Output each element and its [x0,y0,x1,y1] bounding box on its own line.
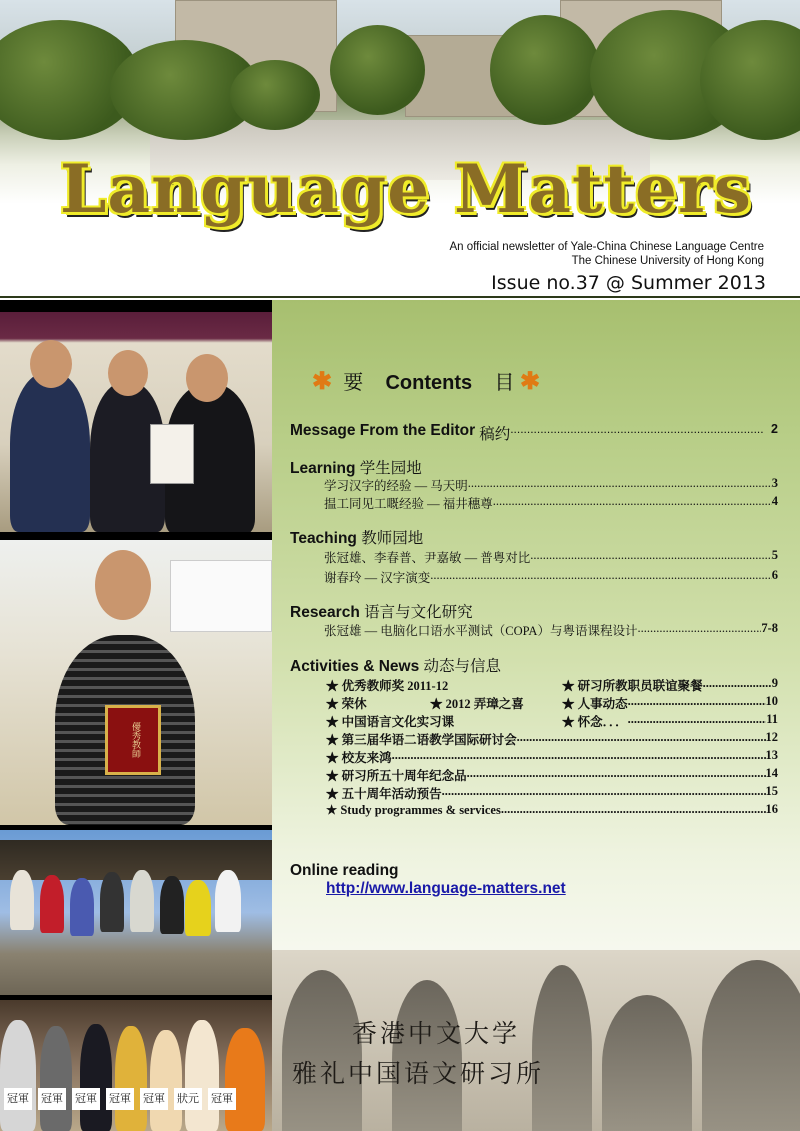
dot-leader [392,748,766,766]
page-number: 4 [771,494,778,508]
table-of-contents [272,300,800,950]
page-number: 3 [771,476,778,490]
page-number: 12 [765,730,778,744]
dot-leader [628,712,767,730]
person-head [186,354,228,402]
placard: 冠軍 [4,1088,32,1110]
item-text: ★ 校友来鸿 [326,751,392,765]
page-number: 10 [765,694,778,708]
landscape-painting [272,950,800,1131]
person [185,880,211,936]
dot-leader [468,476,772,494]
item-text: ★ 研习所五十周年纪念品 [326,769,467,783]
page-number: 11 [766,712,778,726]
award-plaque: 優秀教師 [105,705,161,775]
calligraphy [292,1014,544,1094]
tree [230,60,320,130]
placard: 冠軍 [208,1088,236,1110]
toc-item[interactable] [324,494,778,512]
person [10,372,90,532]
toc-item[interactable] [324,548,778,566]
section-title-en: Activities & News [290,658,420,675]
toc-item[interactable] [326,766,778,784]
notice-board [170,560,272,632]
person [130,870,154,932]
photo-teacher-award [0,540,272,825]
toc-item[interactable] [326,676,546,694]
item-text: 谢春玲 — 汉字演变 [324,571,431,585]
star-icon: ✱ [312,368,333,395]
page-number: 9 [771,676,778,690]
section-title-zh: 教师园地 [361,530,424,547]
person-head [95,550,151,620]
subtitle-line1: An official newsletter of Yale-China Chinese Language Centre [449,241,764,253]
dot-leader [467,766,766,784]
toc-editor[interactable] [290,422,778,444]
mountain [602,995,692,1131]
person [160,876,184,934]
toc-item[interactable] [430,694,550,712]
item-text: ★ 人事动态 [562,697,628,711]
toc-item[interactable] [326,730,778,748]
item-text: ★ 第三届华语二语教学国际研讨会 [326,733,517,747]
subtitle-line2: The Chinese University of Hong Kong [571,255,764,267]
item-text: 张冠雄、李春普、尹嘉敏 — 普粤对比 [324,551,531,565]
dot-leader [530,548,771,566]
item-text: ★ 荣休 [326,697,367,711]
tree [490,15,600,125]
star-icon: ✱ [519,368,541,395]
dot-leader [637,621,761,639]
item-text: ★ 优秀教师奖 2011-12 [326,679,449,693]
certificate [150,424,194,484]
toc-item[interactable] [324,621,778,639]
dot-leader [501,802,766,818]
item-text: ★ 怀念．．． [562,715,628,729]
person-head [108,350,148,396]
person [10,870,34,930]
publisher-info [449,240,764,268]
calligraphy-line2: 雅礼中国语文研习所 [292,1059,545,1088]
person [115,1026,147,1131]
person [100,872,124,932]
section-title-zh: 动态与信息 [423,658,502,675]
toc-item[interactable] [324,568,778,586]
page-number: 6 [771,568,778,582]
page-number: 5 [771,548,778,562]
website-link[interactable]: http://www.language-matters.net [326,880,566,897]
item-text: ★ 五十周年活动预告 [326,787,442,801]
person [0,1020,36,1131]
person [40,875,64,933]
placard: 冠軍 [38,1088,66,1110]
heading-left-char: 要 [343,370,364,394]
page-number: 13 [765,748,778,762]
page-number: 2 [771,422,778,436]
photo-column [0,300,272,1131]
toc-item[interactable] [326,802,778,818]
photo-students-jumping [0,830,272,995]
person-head [30,340,72,388]
newsletter-title: Language Matters [60,150,752,228]
toc-item[interactable] [326,694,416,712]
person [150,1030,182,1131]
dot-leader [510,422,763,444]
placard-row [0,1088,272,1110]
item-text: 张冠雄 — 电脑化口语水平测试（COPA）与粤语课程设计 [324,624,638,638]
heading-right-char: 目 [494,370,515,394]
section-title-zh: 学生园地 [359,460,422,477]
mountain [702,960,800,1131]
masthead [0,0,800,300]
item-text: ★ 2012 弄璋之喜 [430,697,524,711]
tree [330,25,425,115]
dot-leader [430,568,771,586]
placard: 冠軍 [140,1088,168,1110]
toc-item[interactable] [562,676,778,694]
person [215,870,241,932]
item-text: ★ 中国语言文化实习课 [326,715,455,729]
section-research [290,600,473,622]
section-title-en: Research [290,604,360,621]
person [225,1028,265,1131]
heading-contents: Contents [385,372,473,394]
dot-leader [493,494,772,512]
page-number: 15 [765,784,778,798]
person [40,1026,72,1131]
section-learning [290,456,422,478]
calligraphy-line1: 香港中文大学 [352,1019,521,1048]
placard: 冠軍 [72,1088,100,1110]
issue-number: Issue no.37 @ Summer 2013 [491,272,766,294]
toc-item[interactable] [326,784,778,802]
section-title-zh: 语言与文化研究 [364,604,473,621]
page-number: 7-8 [761,621,778,635]
toc-item[interactable] [324,476,778,494]
section-title-zh: 稿约 [479,426,511,443]
item-text: ★ 研习所教职员联谊聚餐 [562,679,703,693]
dot-leader [442,784,766,802]
dot-leader [517,730,766,748]
item-text: ★ Study programmes & services [326,803,501,817]
dot-leader [628,694,766,712]
section-title-en: Learning [290,460,356,477]
online-reading-label: Online reading [290,862,399,879]
section-title-en: Teaching [290,530,357,547]
toc-item[interactable] [326,748,778,766]
section-teaching [290,526,423,548]
toc-item[interactable] [562,694,778,712]
dot-leader [703,676,772,694]
toc-item[interactable] [326,712,546,730]
person [80,1024,112,1131]
person [70,878,94,936]
toc-item[interactable] [562,712,778,730]
item-text: 揾工同见工嘅经验 — 福井穗尊 [324,497,493,511]
page-number: 16 [765,802,778,816]
person [185,1020,219,1131]
placard: 狀元 [174,1088,202,1110]
photo-award-ceremony [0,312,272,532]
placard: 冠軍 [106,1088,134,1110]
item-text: 学习汉字的经验 — 马天明 [324,479,468,493]
section-activities [290,654,501,676]
photo-group-placards [0,1000,272,1131]
header-divider [0,296,800,298]
contents-heading [312,366,540,396]
section-title-en: Message From the Editor [290,422,476,439]
page-number: 14 [765,766,778,780]
